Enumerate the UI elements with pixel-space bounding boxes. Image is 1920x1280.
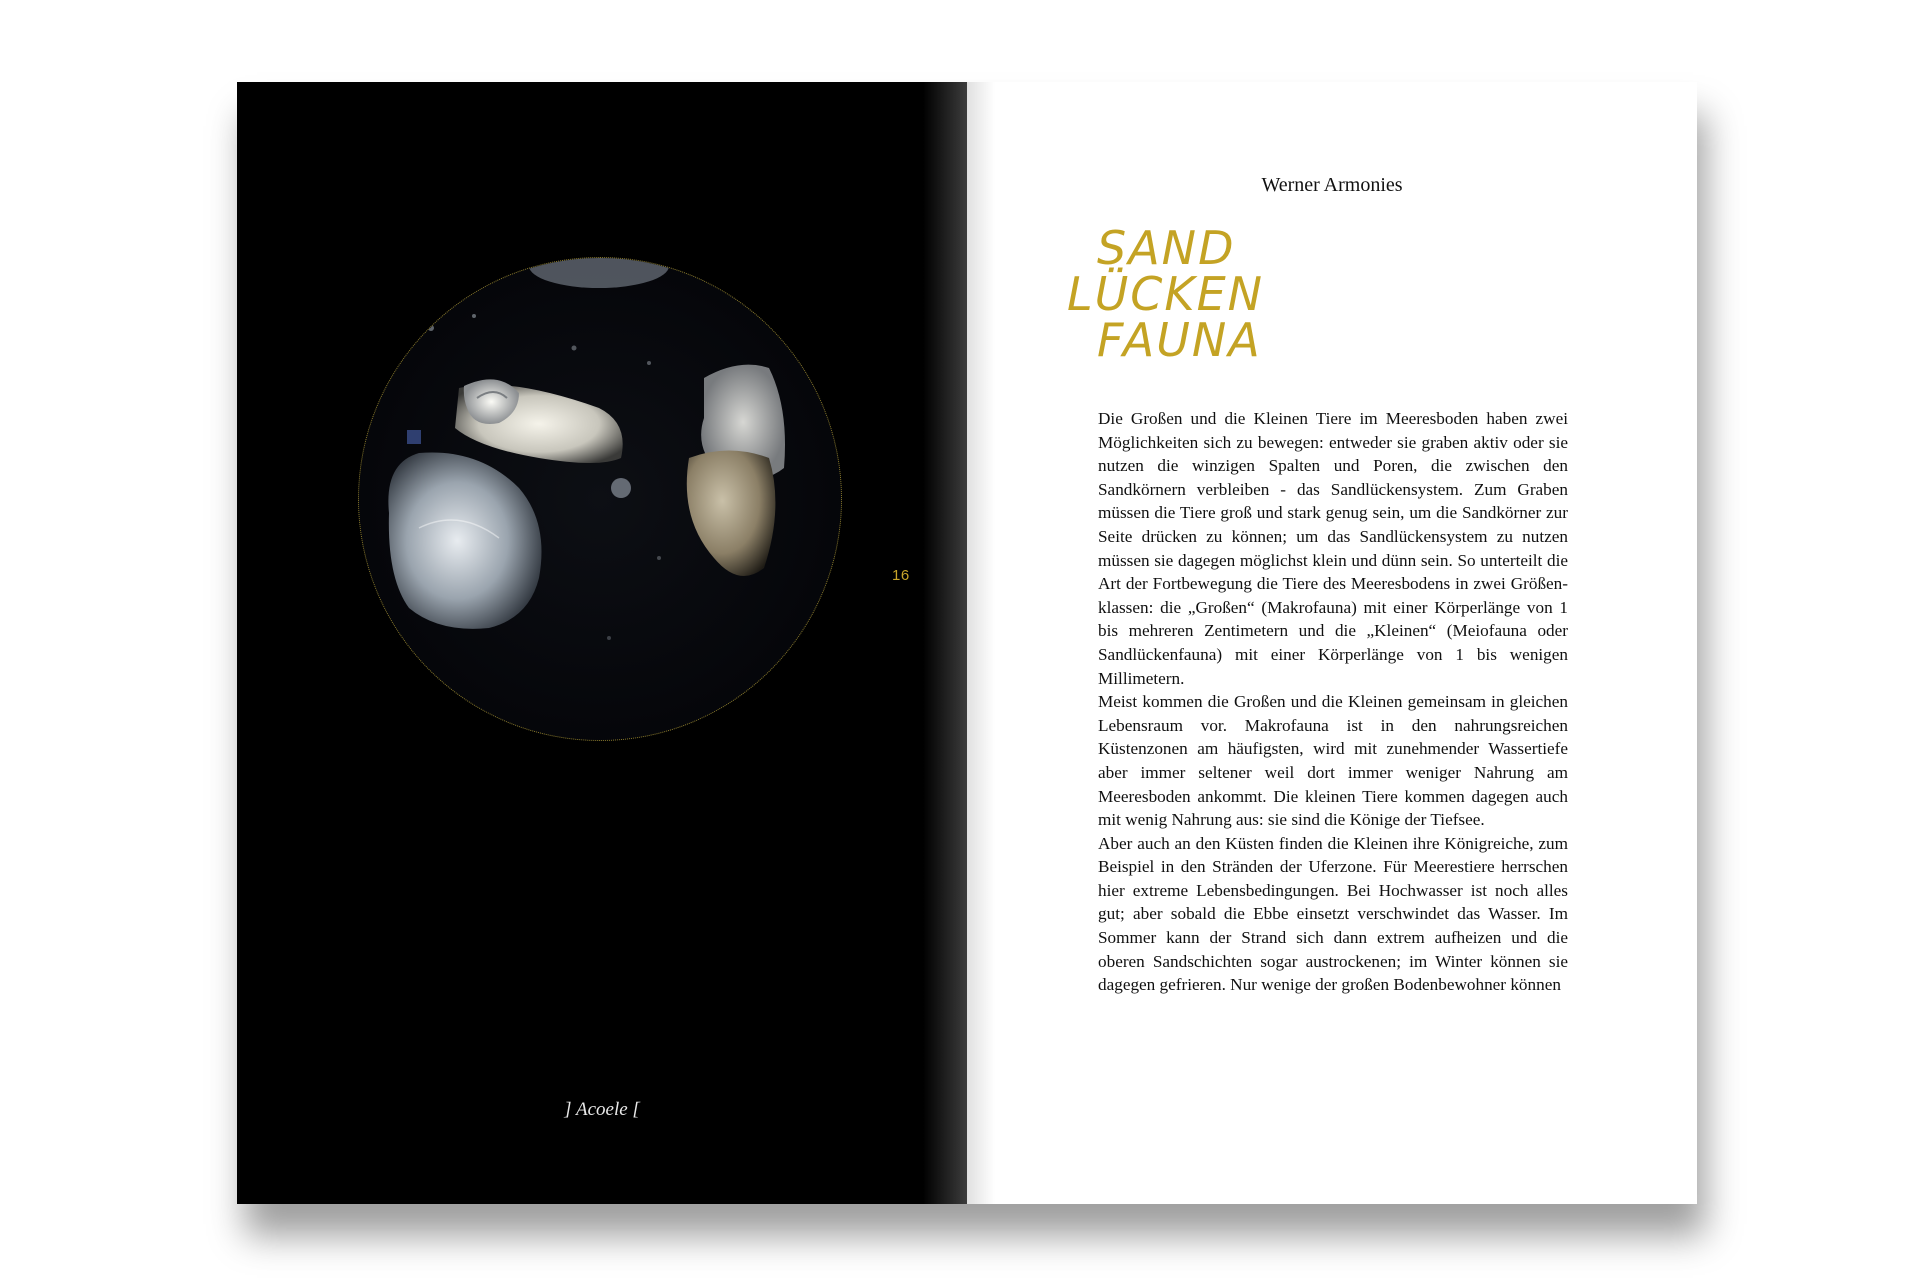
body-paragraph: Aber auch an den Küsten finden die Kleinen ihre Königreiche, zum Beispiel in den Stränden der Uferzone. Für Meerestiere herrschen hier extreme Lebensbedingungen. Bei Hochwasser ist noch alles gut; aber sobald die Ebbe einsetzt verschwindet das Wasser. Im Sommer kann der Strand sich dann extrem aufheizen und die oberen Sandschichten sogar austrockenen; im Winter können sie dagegen gefrieren. Nur wenige der großen Bodenbewohner können (1098, 833, 1568, 995)
author-name: Werner Armonies (1261, 174, 1403, 196)
left-page (237, 82, 967, 1204)
title-line: LÜCKEN (1067, 267, 1265, 321)
body-paragraph: Die Großen und die Kleinen Tiere im Meeresboden haben zwei Möglichkeiten sich zu bewegen: entweder sie graben aktiv oder sie nutzen die winzigen Spalten und Poren, die zwischen den Sandkörnern verbleiben - das Sandlückensystem. Zum Graben müssen die Tiere groß und stark genug sein, um die Sandkörner zur Seite drücken zu können; um das Sandlückensystem zu nutzen müssen sie dagegen möglichst klein und dünn sein. So unterteilt die Art der Fortbewegung die Tiere des Meeresbodens in zwei Größenklassen: die „Großen“ (Makrofauna) mit einer Körperlänge von 1 bis mehreren Zentimetern und die „Kleinen“ (Meiofauna oder Sandlückenfauna) mit einer Körperlänge von 1 bis wenigen Millimetern. (1098, 409, 1568, 688)
body-paragraph: Meist kommen die Großen und die Kleinen gemeinsam in gleichen Lebensraum vor. Makrofauna ist in den nahrungsreichen Küstenzonen am häufigsten, wird mit zunehmender Wassertiefe aber immer seltener weil dort immer weniger Nahrung am Meeresboden ankommt. Die kleinen Tiere kommen dagegen auch mit wenig Nahrung aus: sie sind die Könige der Tiefsee. (1098, 692, 1568, 830)
page-number: 16 (892, 567, 910, 584)
title-line: SAND (1097, 221, 1236, 275)
title-line: FAUNA (1097, 313, 1262, 367)
right-page (967, 82, 1697, 1204)
image-caption: ] Acoele [ (564, 1099, 640, 1120)
article-body (1098, 407, 1568, 997)
book-spread (237, 82, 1697, 1204)
microscope-image (358, 257, 842, 741)
